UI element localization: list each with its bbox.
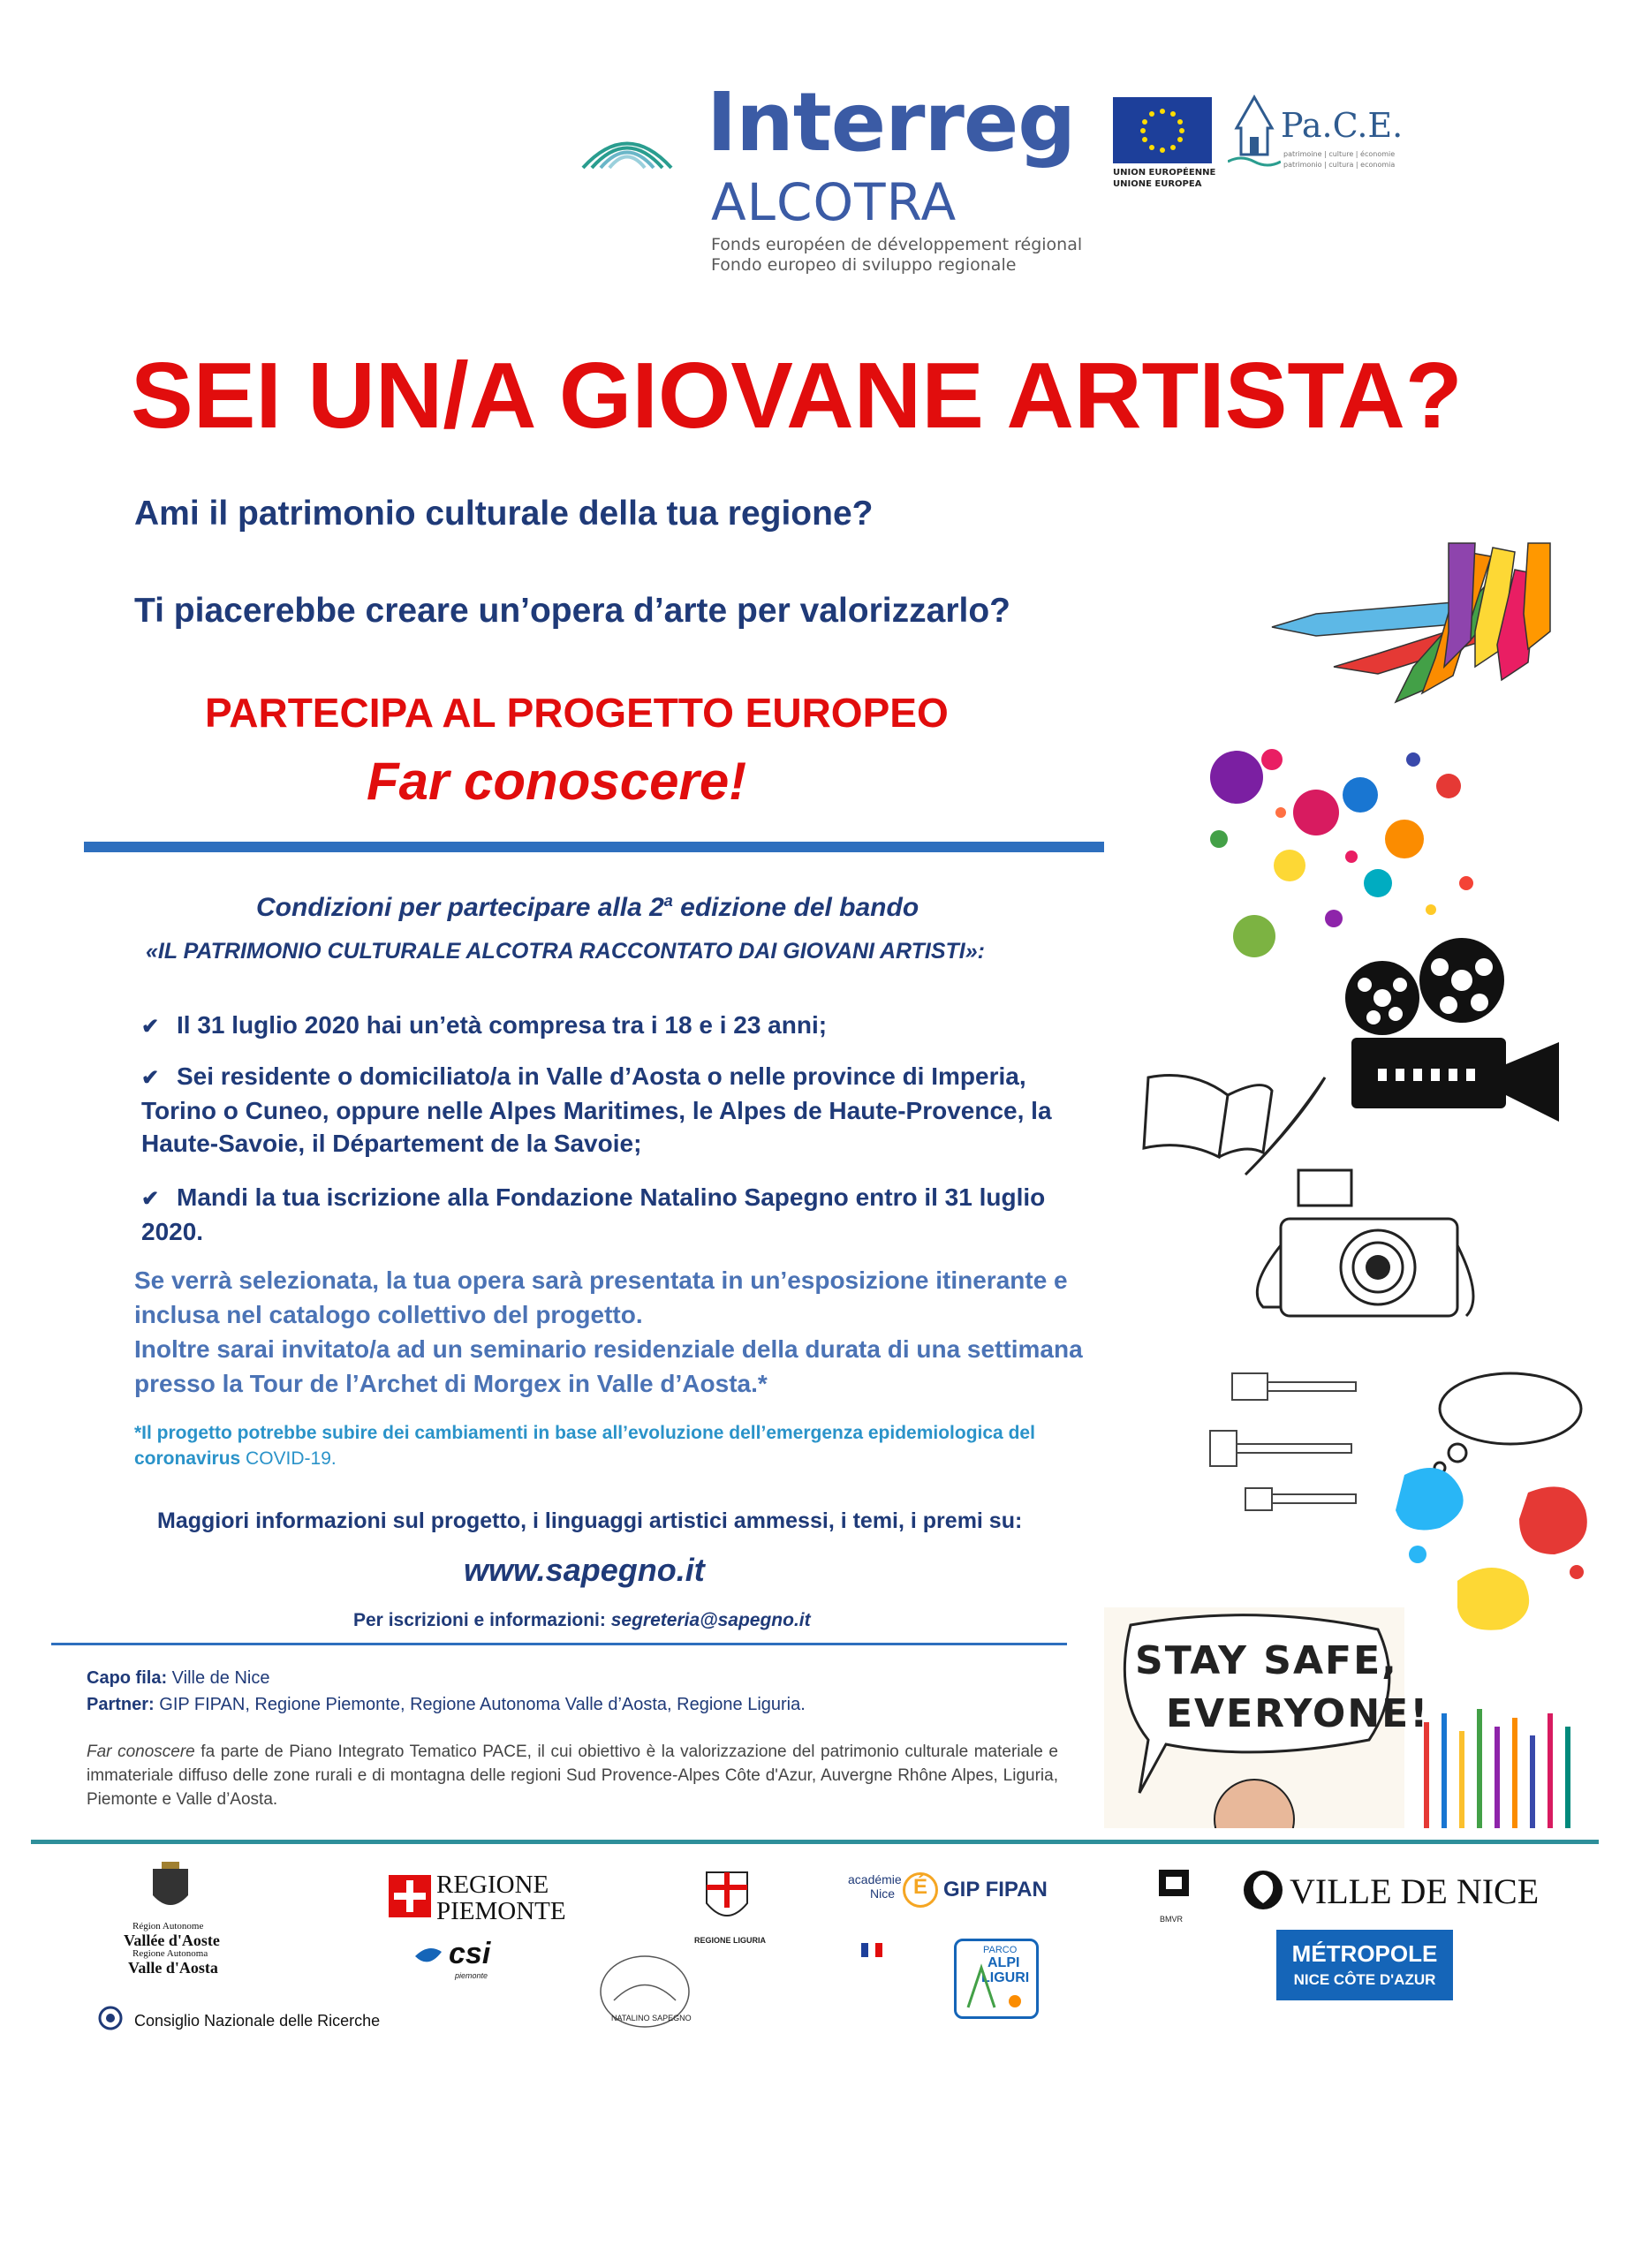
paintbrushes-icon — [1413, 1696, 1590, 1828]
bullet-age: ✔ Il 31 luglio 2020 hai un’età compresa tra i 18 e i 23 anni; — [141, 1009, 1095, 1043]
covid-note: *Il progetto potrebbe subire dei cambiamenti in base all’evoluzione dell’emergenza epidemiologica del coronavirus COVID-19. — [134, 1423, 1035, 1469]
website-link[interactable]: www.sapegno.it — [464, 1552, 705, 1588]
colored-pencils-icon — [1263, 534, 1555, 711]
seminar-paragraph: Inoltre sarai invitato/a ad un seminario residenziale della durata di una settimana presso la Tour de l’Archet di Morgex in Valle d’Aosta.* — [134, 1335, 1083, 1397]
vda-line-4: Valle d'Aosta — [128, 1959, 218, 1977]
metropole-line-1: MÉTROPOLE — [1291, 1940, 1438, 1967]
csi-logo-icon — [411, 1943, 446, 1969]
checkmark-icon: ✔ — [141, 1015, 160, 1039]
vda-line-2: Vallée d'Aoste — [124, 1932, 220, 1949]
csi-text: csi — [449, 1937, 491, 1970]
partner-list: Partner: GIP FIPAN, Regione Piemonte, Regione Autonoma Valle d’Aosta, Regione Liguria. — [87, 1695, 806, 1714]
academie-e-icon: É — [903, 1872, 938, 1908]
conditions-line-2: «IL PATRIMONIO CULTURALE ALCOTRA RACCONTATO DAI GIOVANI ARTISTI»: — [146, 939, 985, 964]
bmvr-logo-icon — [1157, 1868, 1191, 1912]
metropole-nice-badge — [1276, 1930, 1453, 2000]
stay-safe-text: STAY SAFE, — [1135, 1638, 1398, 1683]
teal-divider — [31, 1840, 1599, 1844]
french-flag-icon — [861, 1943, 882, 1957]
eu-caption-it: UNIONE EUROPEA — [1113, 179, 1202, 189]
checkmark-icon: ✔ — [141, 1066, 160, 1090]
paint-drops-icon — [1378, 1457, 1599, 1643]
interreg-header — [579, 75, 1426, 278]
pace-logo-icon — [1228, 93, 1281, 168]
pace-wordmark: Pa.C.E. — [1281, 106, 1404, 145]
eu-caption-fr: UNION EUROPÉENNE — [1113, 168, 1216, 178]
fund-fr: Fonds européen de développement régional — [711, 235, 1083, 254]
pace-sub-fr: patrimoine | culture | économie — [1283, 150, 1396, 158]
piemonte-flag-icon — [389, 1875, 431, 1917]
question-2: Ti piacerebbe creare un’opera d’arte per valorizzarlo? — [134, 592, 1010, 630]
academie-line-2: Nice — [870, 1886, 896, 1901]
liguria-crest-icon — [702, 1868, 752, 1930]
checkmark-icon: ✔ — [141, 1187, 160, 1211]
cnr-logo-icon — [97, 2005, 124, 2031]
mountain-logo-icon — [579, 119, 676, 172]
alcotra-wordmark: ALCOTRA — [711, 172, 957, 232]
everyone-text: EVERYONE! — [1166, 1691, 1430, 1736]
film-camera-icon — [1325, 936, 1590, 1157]
piemonte-line-2: PIEMONTE — [436, 1897, 566, 1925]
project-name: Far conoscere! — [367, 752, 747, 811]
bullet-registration: ✔ Mandi la tua iscrizione alla Fondazione Natalino Sapegno entro il 31 luglio 2020. — [141, 1183, 1046, 1245]
gip-fipan-text: GIP FIPAN — [943, 1878, 1048, 1901]
thin-divider — [51, 1643, 1067, 1645]
conditions-line-1: Condizioni per partecipare alla 2$^a$ edizione del bando — [256, 892, 919, 922]
eu-flag-icon — [1113, 97, 1212, 163]
main-title: SEI UN/A GIOVANE ARTISTA? — [131, 344, 1463, 448]
parco-logo: PARCO ALPI LIGURI — [954, 1939, 1039, 2019]
bullet-residence: ✔ Sei residente o domiciliato/a in Valle d’Aosta o nelle province di Imperia, Torino o Cuneo, oppure nelle Alpes Maritimes, le Alpes de Haute-Provence, la Haute-Savoie, il Département de la Savoie; — [141, 1062, 1052, 1157]
paint-splatter-icon — [1184, 707, 1528, 963]
selection-paragraph: Se verrà selezionata, la tua opera sarà presentata in un’esposizione itinerante e inclusa nel catalogo collettivo del progetto. — [134, 1266, 1068, 1328]
more-info: Maggiori informazioni sul progetto, i linguaggi artistici ammessi, i temi, i premi su: — [157, 1508, 1023, 1533]
vda-line-3: Regione Autonoma — [132, 1948, 208, 1959]
academie-line-1: académie — [848, 1872, 902, 1886]
bmvr-text: BMVR — [1160, 1915, 1184, 1924]
partecipa-heading: PARTECIPA AL PROGETTO EUROPEO — [205, 690, 949, 736]
sapegno-text: NATALINO SAPEGNO — [611, 2014, 692, 2022]
nice-crest-icon — [1241, 1864, 1285, 1916]
ville-de-nice-text: VILLE DE NICE — [1290, 1871, 1540, 1911]
blue-divider — [84, 842, 1104, 852]
pace-paragraph: Far conoscere fa parte de Piano Integrato Tematico PACE, il cui obiettivo è la valorizzazione del patrimonio culturale materiale e immateriale diffuso delle zone rurali e di montagna delle regioni Sud Provence-Alpes Côte d'Azur, Auvergne Rhône Alpes, Liguria, Piemonte e Valle d’Aosta. — [87, 1743, 1058, 1809]
liguria-text: REGIONE LIGURIA — [694, 1936, 767, 1945]
fund-it: Fondo europeo di sviluppo regionale — [711, 255, 1017, 275]
capo-fila: Capo fila: Ville de Nice — [87, 1668, 270, 1688]
question-1: Ami il patrimonio culturale della tua regione? — [134, 495, 874, 533]
parco-mountain-icon — [964, 1959, 1025, 2012]
iscrizioni-line: Per iscrizioni e informazioni: segreteria@sapegno.it — [353, 1610, 811, 1630]
piemonte-line-1: REGIONE — [436, 1871, 549, 1899]
stay-safe-illustration — [1104, 1607, 1430, 1828]
csi-sub-text: piemonte — [455, 1971, 488, 1980]
metropole-line-2: NICE CÔTE D'AZUR — [1293, 1971, 1436, 1988]
cnr-text: Consiglio Nazionale delle Ricerche — [134, 2012, 381, 2030]
pace-sub-it: patrimonio | cultura | economia — [1283, 161, 1396, 169]
book-quill-icon — [1139, 1060, 1334, 1183]
tools-icon — [1197, 1365, 1365, 1515]
interreg-wordmark: Interreg — [707, 75, 1076, 170]
vda-crest-icon — [148, 1862, 193, 1916]
photo-camera-icon — [1245, 1166, 1484, 1334]
vda-line-1: Région Autonome — [132, 1921, 204, 1932]
email-link[interactable]: segreteria@sapegno.it — [610, 1610, 811, 1630]
